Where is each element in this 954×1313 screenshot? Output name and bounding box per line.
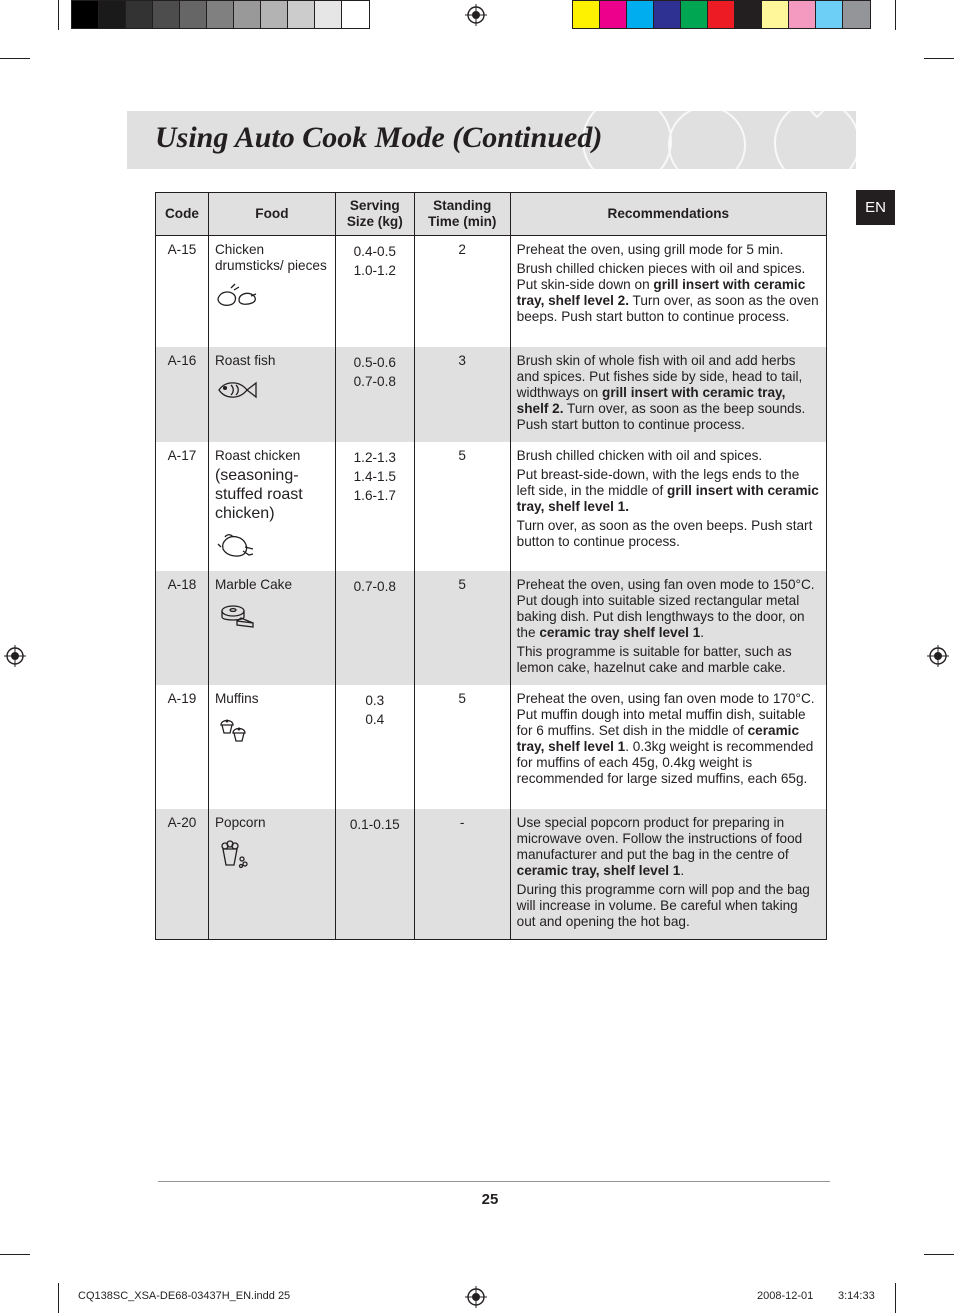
auto-cook-table [155,192,827,940]
cell-standing-time: 3 [414,347,510,442]
registration-mark-icon [4,645,26,667]
serving-value: 0.7-0.8 [353,578,396,594]
col-header-serving: Serving Size (kg) [335,193,414,236]
food-name: Popcorn [214,814,266,830]
recommendation-paragraph [517,467,820,515]
recommendation-text: Turn over, as soon as the oven beeps. Push start button to continue process. [516,517,813,549]
serving-value: 1.4-1.5 [353,468,396,484]
crop-mark [0,1254,30,1255]
recommendation-paragraph [517,242,820,258]
crop-mark [58,1283,59,1313]
recommendation-emphasis: ceramic tray, shelf level 1 [516,862,681,878]
language-tab: EN [856,190,895,225]
recommendation-emphasis: grill insert with ceramic tray, shelf level 1. [516,482,819,514]
table-header-row [156,193,827,236]
color-swatch [654,1,681,28]
col-header-code: Code [156,193,209,236]
cake-icon [215,601,329,635]
recommendation-text: During this programme corn will pop and the bag will increase in volume. Be careful when taking out and opening the hot bag. [516,881,810,929]
slug-file-name: CQ138SC_XSA-DE68-03437H_EN.indd 25 [78,1290,291,1302]
crop-mark [895,1283,896,1313]
color-swatch [261,1,288,28]
registration-mark-icon [927,645,949,667]
recommendation-paragraph [517,815,820,879]
cell-standing-time: - [414,809,510,940]
recommendation-emphasis: grill insert with ceramic tray, shelf level 2. [516,277,806,308]
col-header-standing: Standing Time (min) [414,193,510,236]
page-number: 25 [481,1191,499,1208]
cell-recommendations [510,347,826,442]
recommendation-text: . [680,862,685,878]
food-name: Roast fish [214,352,276,368]
grayscale-color-bar [71,0,370,29]
food-name: Roast chicken [214,447,301,463]
muffin-icon [215,715,329,749]
cell-code: A-15 [156,236,209,347]
slug-time: 3:14:33 [838,1290,875,1302]
color-swatch [99,1,126,28]
popcorn-icon [215,839,329,873]
crop-mark [924,1254,954,1255]
color-swatch [735,1,762,28]
serving-value: 0.5-0.6 [353,354,396,370]
recommendation-text: Use special popcorn product for preparing in microwave oven. Follow the instructions of food manufacturer and put the bag in the centre of [516,814,803,862]
recommendation-text: Brush chilled chicken pieces with oil and spices. Put skin-side down on [516,261,806,292]
serving-value: 1.2-1.3 [353,449,396,465]
color-swatch [762,1,789,28]
cell-code: A-20 [156,809,209,940]
cell-serving-size [335,809,414,940]
recommendation-paragraph [517,644,820,676]
col-header-food: Food [208,193,335,236]
cell-food [208,347,335,442]
recommendation-text: Preheat the oven, using grill mode for 5 min. [516,242,784,257]
recommendation-text: Brush chilled chicken with oil and spices. [516,447,763,463]
crop-mark [58,0,59,30]
color-swatch [843,1,870,28]
serving-value: 1.6-1.7 [353,487,396,503]
cell-code: A-18 [156,571,209,685]
registration-mark-icon [465,4,487,26]
color-swatch [573,1,600,28]
food-description: (seasoning-stuffed roast chicken) [214,466,303,522]
cell-standing-time: 5 [414,685,510,809]
page-title: Using Auto Cook Mode (Continued) [155,121,603,154]
serving-value: 0.7-0.8 [353,373,396,389]
cell-standing-time: 5 [414,442,510,571]
recommendation-text: Preheat the oven, using fan oven mode to 150°C. Put dough into suitable sized rectangular metal baking dish. Put dish lengthways to the door, on the [516,576,815,640]
cell-recommendations [510,571,826,685]
recommendation-text: . 0.3kg weight is recommended for muffins of each 45g, 0.4kg weight is recommended for large sized muffins, each 65g. [516,738,814,786]
table-row [156,236,827,347]
cell-serving-size [335,347,414,442]
cell-food [208,236,335,347]
food-subtitle: drumsticks/ pieces [214,258,327,273]
color-swatch [180,1,207,28]
table-row [156,442,827,571]
cell-recommendations [510,236,826,347]
color-swatch [681,1,708,28]
crop-mark [924,58,954,59]
color-swatch [72,1,99,28]
registration-mark-icon [465,1286,487,1308]
color-swatch [315,1,342,28]
recommendation-paragraph [517,261,820,325]
recommendation-emphasis: grill insert with ceramic tray, shelf 2. [516,384,786,416]
serving-value: 0.4 [365,711,385,727]
color-swatch [288,1,315,28]
chicken-drumstick-icon [215,282,329,312]
color-swatch [816,1,843,28]
roast-chicken-icon [215,531,329,565]
recommendation-paragraph [517,353,820,433]
color-swatch [600,1,627,28]
table-row [156,809,827,940]
cell-recommendations [510,442,826,571]
color-swatch [207,1,234,28]
slug-date: 2008-12-01 [757,1290,814,1302]
recommendation-emphasis: ceramic tray, shelf level 1 [516,722,800,754]
crop-mark [895,0,896,30]
crop-mark [0,58,30,59]
recommendation-paragraph [517,577,820,641]
recommendation-text: Brush skin of whole fish with oil and add herbs and spices. Put fishes side by side, head to tail, widthways on [516,352,803,400]
color-swatch [627,1,654,28]
process-color-bar [572,0,871,29]
color-swatch [342,1,369,28]
color-swatch [708,1,735,28]
table-row [156,347,827,442]
cell-serving-size [335,685,414,809]
recommendation-text: Preheat the oven, using fan oven mode to 170°C. Put muffin dough into metal muffin dish, suitable for 6 muffins. Set dish in the middle of [516,690,815,738]
cell-code: A-19 [156,685,209,809]
serving-value: 1.0-1.2 [353,263,396,278]
cell-code: A-17 [156,442,209,571]
col-header-recommendations: Recommendations [510,193,826,236]
cell-recommendations [510,685,826,809]
recommendation-text: This programme is suitable for batter, such as lemon cake, hazelnut cake and marble cake. [516,643,792,675]
color-swatch [789,1,816,28]
food-name: Chicken [214,242,265,257]
recommendation-text: Turn over, as soon as the oven beeps. Push start button to continue process. [516,293,819,324]
color-swatch [153,1,180,28]
serving-value: 0.1-0.15 [349,816,400,832]
cell-food [208,442,335,571]
food-name: Muffins [214,690,259,706]
cell-standing-time: 5 [414,571,510,685]
tomato-decoration-icon [567,111,856,169]
recommendation-paragraph [517,691,820,787]
recommendation-text: Turn over, as soon as the beep sounds. Push start button to continue process. [516,400,806,432]
cell-serving-size [335,571,414,685]
color-swatch [126,1,153,28]
cell-serving-size [335,236,414,347]
cell-recommendations [510,809,826,940]
fish-icon [215,377,329,407]
recommendation-text: Put breast-side-down, with the legs ends to the left side, in the middle of [516,466,800,498]
cell-food [208,809,335,940]
cell-code: A-16 [156,347,209,442]
recommendation-text: . [700,624,705,640]
cell-food [208,571,335,685]
color-swatch [234,1,261,28]
recommendation-paragraph [517,882,820,930]
serving-value: 0.3 [365,692,385,708]
recommendation-emphasis: ceramic tray shelf level 1 [539,624,701,640]
recommendation-paragraph [517,518,820,550]
recommendation-paragraph [517,448,820,464]
cell-serving-size [335,442,414,571]
table-row [156,571,827,685]
food-name: Marble Cake [214,576,293,592]
footer-divider [158,1181,830,1182]
serving-value: 0.4-0.5 [353,244,396,259]
table-row [156,685,827,809]
section-header-band [127,111,856,169]
cell-food [208,685,335,809]
cell-standing-time: 2 [414,236,510,347]
